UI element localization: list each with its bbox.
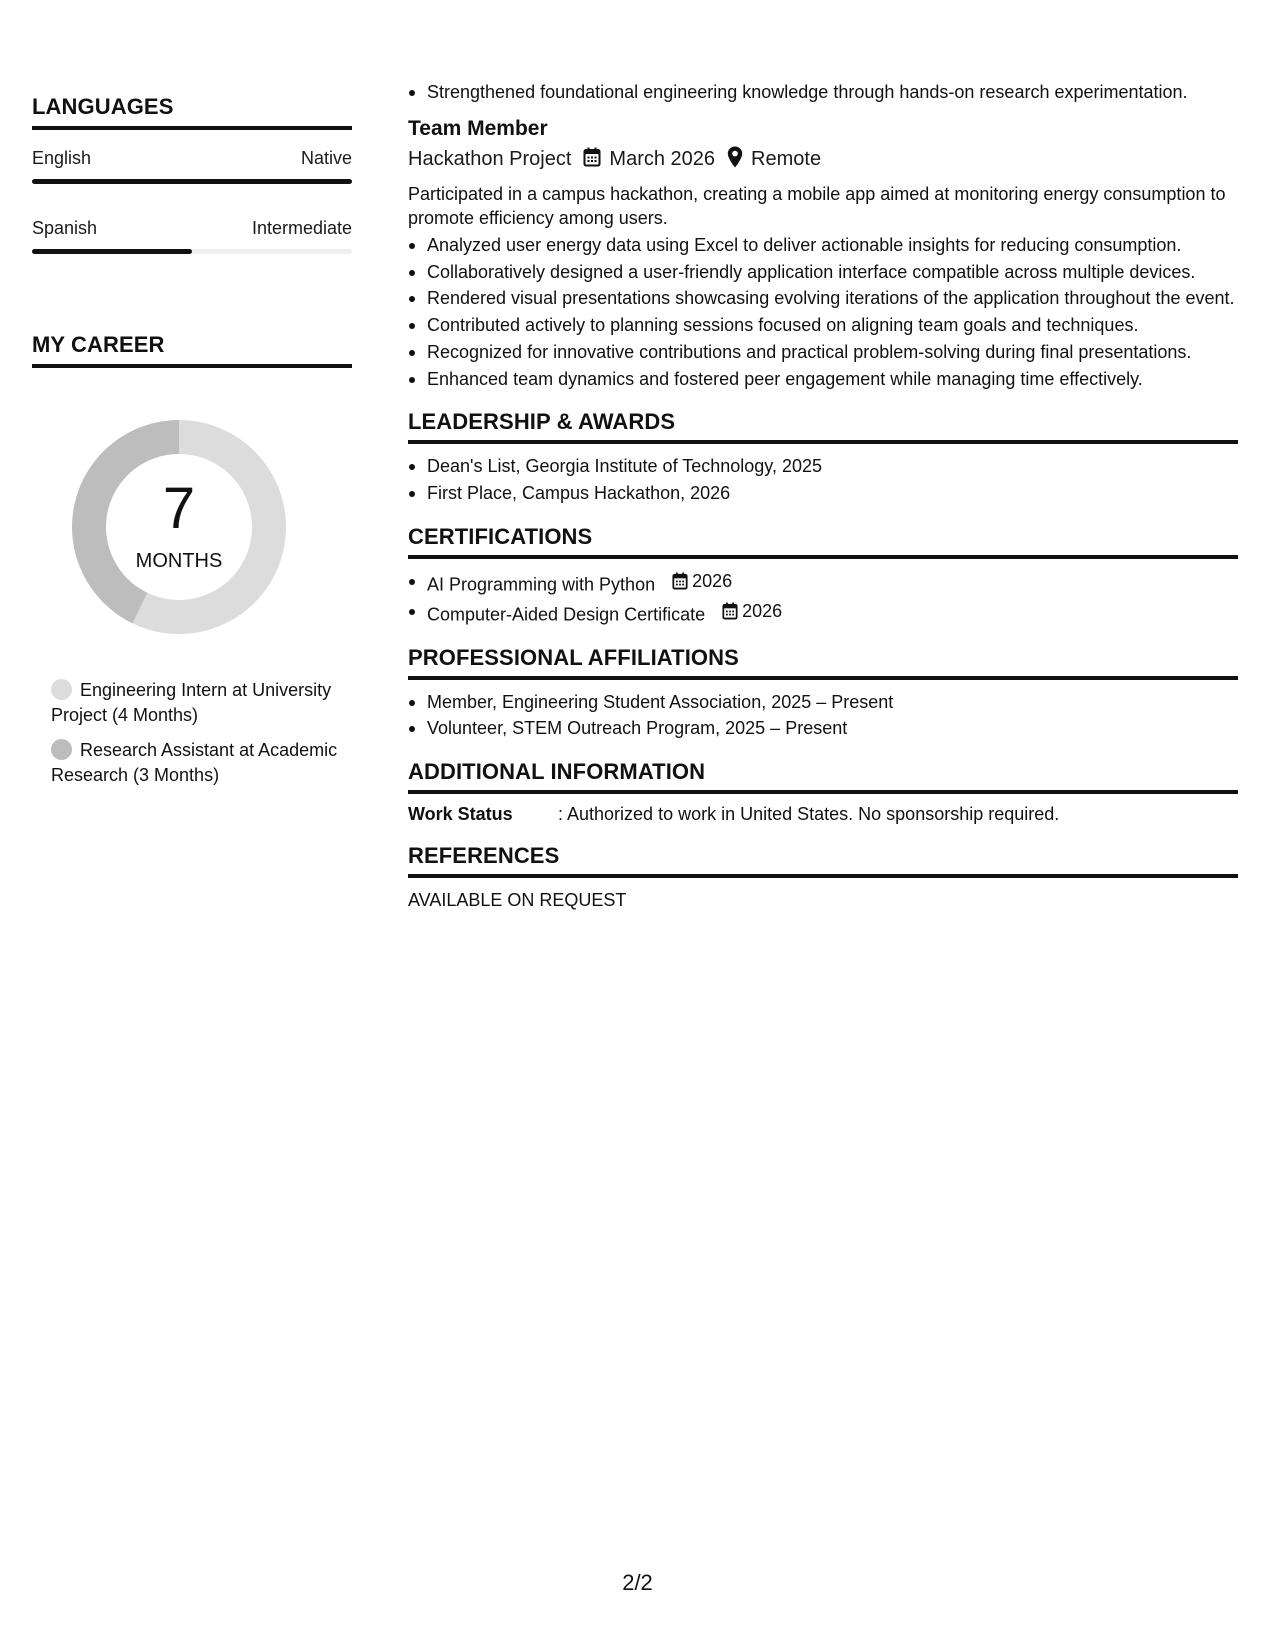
- leadership-heading: LEADERSHIP & AWARDS: [408, 409, 1238, 444]
- language-name: Spanish: [32, 218, 98, 238]
- cert-name: Computer-Aided Design Certificate: [427, 604, 706, 625]
- list-item: Contributed actively to planning sessions focused on aligning team goals and techniques.: [408, 313, 1238, 338]
- page-number: 2/2: [622, 1570, 653, 1595]
- career-donut-chart: [64, 412, 294, 642]
- additional-heading: ADDITIONAL INFORMATION: [408, 759, 1238, 794]
- legend-dot: [51, 679, 72, 700]
- references-heading: REFERENCES: [408, 843, 1238, 878]
- career-total: 7: [162, 476, 196, 541]
- job-company: Hackathon Project: [408, 148, 572, 171]
- leadership-list: [408, 454, 1238, 505]
- list-item: Strengthened foundational engineering knowledge through hands-on research experimentation.: [408, 80, 1238, 105]
- language-item-english: [32, 148, 352, 184]
- affiliations-list: [408, 690, 1238, 741]
- language-proficiency-fill: [32, 179, 352, 184]
- language-item-spanish: [32, 218, 352, 254]
- language-proficiency-bar: [32, 179, 352, 184]
- left-column: [32, 94, 352, 798]
- list-item: [408, 599, 1238, 627]
- certifications-heading: CERTIFICATIONS: [408, 524, 1238, 559]
- references-text: AVAILABLE ON REQUEST: [408, 890, 627, 910]
- list-item: Analyzed user energy data using Excel to deliver actionable insights for reducing consumption.: [408, 233, 1238, 258]
- list-item: First Place, Campus Hackathon, 2026: [408, 481, 1238, 506]
- work-status-label: Work Status: [408, 804, 513, 824]
- legend-item: [51, 738, 352, 788]
- language-name: English: [32, 148, 92, 168]
- list-item: Rendered visual presentations showcasing evolving iterations of the application throughout the event.: [408, 286, 1238, 311]
- list-item: Dean's List, Georgia Institute of Technology, 2025: [408, 454, 1238, 479]
- legend-item: [51, 678, 352, 728]
- additional-section: [408, 759, 1238, 825]
- references-section: [408, 843, 1238, 911]
- work-status-value: : Authorized to work in United States. No sponsorship required.: [558, 804, 1060, 824]
- list-item: Recognized for innovative contributions and practical problem-solving during final presentations.: [408, 340, 1238, 365]
- leadership-section: [408, 409, 1238, 505]
- list-item: Enhanced team dynamics and fostered peer engagement while managing time effectively.: [408, 367, 1238, 392]
- work-status-row: [408, 804, 1238, 825]
- career-legend: [32, 678, 352, 788]
- calendar-icon: [672, 572, 688, 590]
- language-level: Intermediate: [251, 218, 352, 238]
- legend-label: Engineering Intern at University Project (4 Months): [51, 680, 332, 725]
- cert-year: 2026: [742, 600, 783, 621]
- job-bullets: [408, 233, 1238, 392]
- location-pin-icon: [727, 146, 743, 174]
- job-meta: [408, 146, 1238, 174]
- language-proficiency-bar: [32, 249, 352, 254]
- list-item: Member, Engineering Student Association, 2025 – Present: [408, 690, 1238, 715]
- job-description: Participated in a campus hackathon, creating a mobile app aimed at monitoring energy consumption to promote efficiency among users.: [408, 183, 1226, 229]
- career-heading: MY CAREER: [32, 332, 352, 368]
- affiliations-section: [408, 645, 1238, 741]
- calendar-icon: [722, 602, 738, 620]
- language-level: Native: [300, 148, 352, 168]
- job-date: March 2026: [609, 148, 716, 171]
- list-item: Collaboratively designed a user-friendly application interface compatible across multiple devices.: [408, 260, 1238, 285]
- cert-year: 2026: [692, 570, 733, 591]
- legend-label: Research Assistant at Academic Research (3 Months): [51, 740, 338, 785]
- languages-heading: LANGUAGES: [32, 94, 352, 130]
- cert-name: AI Programming with Python: [427, 573, 656, 594]
- certifications-section: [408, 524, 1238, 627]
- language-proficiency-fill: [32, 249, 192, 254]
- list-item: [408, 569, 1238, 597]
- affiliations-heading: PROFESSIONAL AFFILIATIONS: [408, 645, 1238, 680]
- previous-job-bullets: [408, 80, 1238, 105]
- list-item: Volunteer, STEM Outreach Program, 2025 – Present: [408, 716, 1238, 741]
- career-section: [32, 332, 352, 788]
- legend-dot: [51, 739, 72, 760]
- career-unit: MONTHS: [135, 550, 223, 572]
- job-title: Team Member: [408, 116, 548, 140]
- certifications-list: [408, 569, 1238, 627]
- job-location: Remote: [751, 148, 822, 171]
- calendar-icon: [583, 147, 601, 173]
- right-column: [408, 80, 1238, 911]
